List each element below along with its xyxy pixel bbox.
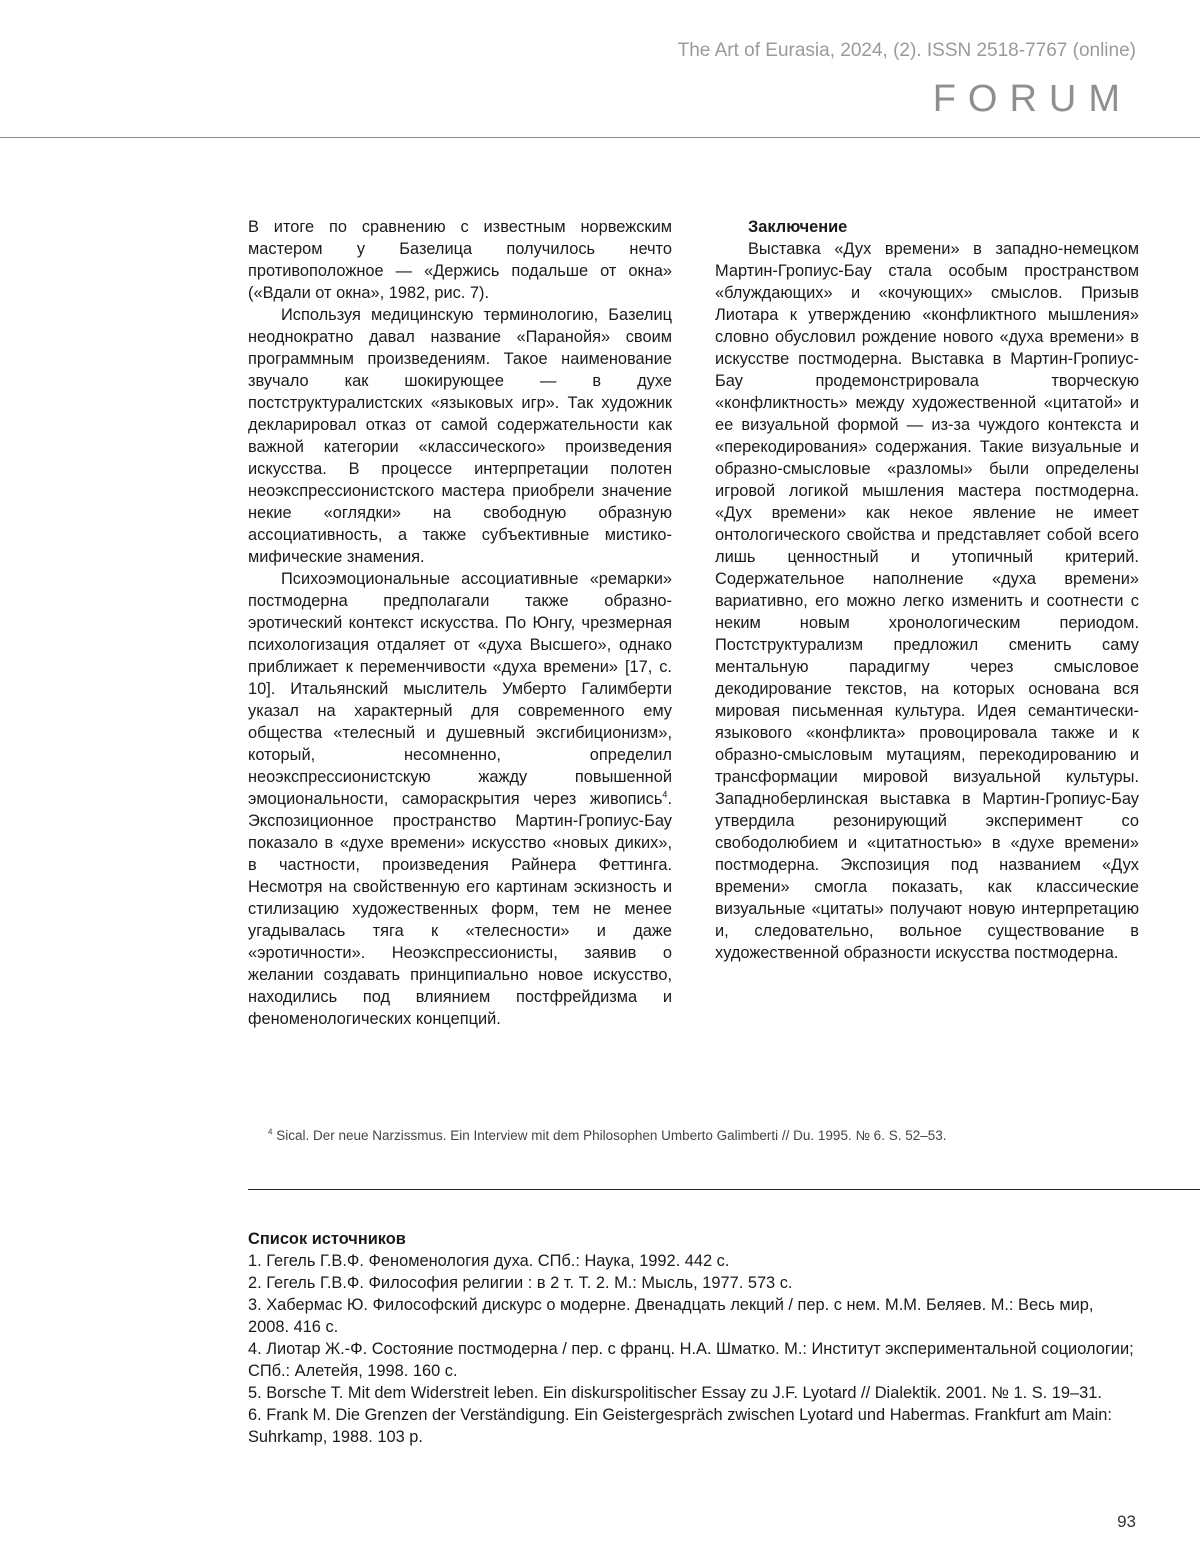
section-title: FORUM bbox=[932, 78, 1132, 120]
left-column bbox=[248, 216, 672, 1030]
header-divider bbox=[0, 137, 1200, 138]
footnote bbox=[268, 1128, 947, 1143]
paragraph-text: . Экспозиционное пространство Мартин-Гропиус-Бау показало в «духе времени» искусство «новых диких», в частности, произведения Райнера Феттинга. Несмотря на свойственную его картинам эскизность и стилизацию художественных форм, тем не менее угадывалась тяга к «телесности» и даже «эротичности». Неоэкспрессионисты, заявив о желании создавать принципиально новое искусство, находились под влиянием постфрейдизма и феноменологических концепций. bbox=[248, 790, 672, 1028]
references-section bbox=[248, 1228, 1138, 1448]
reference-item: 3. Хабермас Ю. Философский дискурс о модерне. Двенадцать лекций / пер. с нем. М.М. Беляев. М.: Весь мир, 2008. 416 с. bbox=[248, 1296, 1094, 1336]
reference-item: 1. Гегель Г.В.Ф. Феноменология духа. СПб.: Наука, 1992. 442 с. bbox=[248, 1252, 730, 1270]
right-column bbox=[715, 216, 1139, 964]
references-title: Список источников bbox=[248, 1230, 406, 1248]
paragraph: Используя медицинскую терминологию, Базелиц неоднократно давал название «Паранойя» своим программным произведениям. Такое наименование звучало как шокирующее — в духе постструктуралистских «языковых игр». Так художник декларировал отказ от самой содержательности как важной категории «классического» произведения искусства. В процессе интерпретации полотен неоэкспрессионистского мастера приобрели значение некие «оглядки» на свободную образную ассоциативность, а также субъективные мистико-мифические знамения. bbox=[248, 306, 672, 566]
footnote-number: 4 bbox=[268, 1127, 273, 1137]
paragraph: В итоге по сравнению с известным норвежским мастером у Базелица получилось нечто противоположное — «Держись подальше от окна» («Вдали от окна», 1982, рис. 7). bbox=[248, 218, 672, 302]
conclusion-heading: Заключение bbox=[748, 218, 848, 236]
paragraph-text: Психоэмоциональные ассоциативные «ремарки» постмодерна предполагали также образно-эротический контекст искусства. По Юнгу, чрезмерная психологизация отдаляет от «духа Высшего», однако приближает к переменчивости «духа времени» [17, с. 10]. Итальянский мыслитель Умберто Галимберти указал на характерный для современного ему общества «телесный и душевный эксгибиционизм», который, несомненно, определил неоэкспрессионистскую жажду повышенной эмоциональности, самораскрытия через живопись bbox=[248, 570, 672, 808]
page-number: 93 bbox=[1117, 1512, 1136, 1531]
journal-citation: The Art of Eurasia, 2024, (2). ISSN 2518-7767 (online) bbox=[677, 40, 1136, 61]
paragraph: Выставка «Дух времени» в западно-немецком Мартин-Гропиус-Бау стала особым пространством «блуждающих» и «кочующих» смыслов. Призыв Лиотара к утверждению «конфликтного мышления» словно обусловил рождение нового «духа времени» в искусстве постмодерна. Выставка в Мартин-Гропиус-Бау продемонстрировала творческую «конфликтность» между художественной «цитатой» и ее визуальной формой — из-за чуждого контекста и «перекодирования» содержания. Такие визуальные и образно-смысловые «разломы» были определены игровой логикой мышления мастера постмодерна. «Дух времени» как некое явление не имеет онтологического свойства и представляет собой всего лишь ценностный и утопичный критерий. Содержательное наполнение «духа времени» вариативно, его можно легко изменить и соотнести с неким новым хронологическим периодом. Постструктурализм предложил сменить саму ментальную парадигму через смысловое декодирование текстов, на которых основана вся мировая письменная культура. Идея семантически-языкового «конфликта» провоцировала также и к образно-смысловым мутациям, перекодированию и трансформации мировой визуальной культуры. Западноберлинская выставка в Мартин-Гропиус-Бау утвердила резонирующий эксперимент со свободолюбием и «цитатностью» в «духе времени» постмодерна. Экспозиция под названием «Дух времени» смогла показать, как классические визуальные «цитаты» получают новую интерпретацию и, следовательно, вольное существование в художественной образности искусства постмодерна. bbox=[715, 240, 1139, 962]
footnote-text: Sical. Der neue Narzissmus. Ein Interview mit dem Philosophen Umberto Galimberti // Du. 1995. № 6. S. 52–53. bbox=[276, 1128, 947, 1143]
reference-item: 2. Гегель Г.В.Ф. Философия религии : в 2 т. Т. 2. М.: Мысль, 1977. 573 с. bbox=[248, 1274, 793, 1292]
reference-item: 5. Borsche T. Mit dem Widerstreit leben. Ein diskurspolitischer Essay zu J.F. Lyotard // Dialektik. 2001. № 1. S. 19–31. bbox=[248, 1384, 1102, 1402]
paragraph bbox=[248, 568, 672, 1030]
reference-item: 6. Frank M. Die Grenzen der Verständigung. Ein Geistergespräch zwischen Lyotard und Habermas. Frankfurt am Main: Suhrkamp, 1988. 103 p. bbox=[248, 1406, 1112, 1446]
references-divider bbox=[248, 1189, 1200, 1190]
reference-item: 4. Лиотар Ж.-Ф. Состояние постмодерна / пер. с франц. Н.А. Шматко. М.: Институт экспериментальной социологии; СПб.: Алетейя, 1998. 160 с. bbox=[248, 1340, 1134, 1380]
footnote-marker[interactable]: 4 bbox=[662, 789, 668, 800]
